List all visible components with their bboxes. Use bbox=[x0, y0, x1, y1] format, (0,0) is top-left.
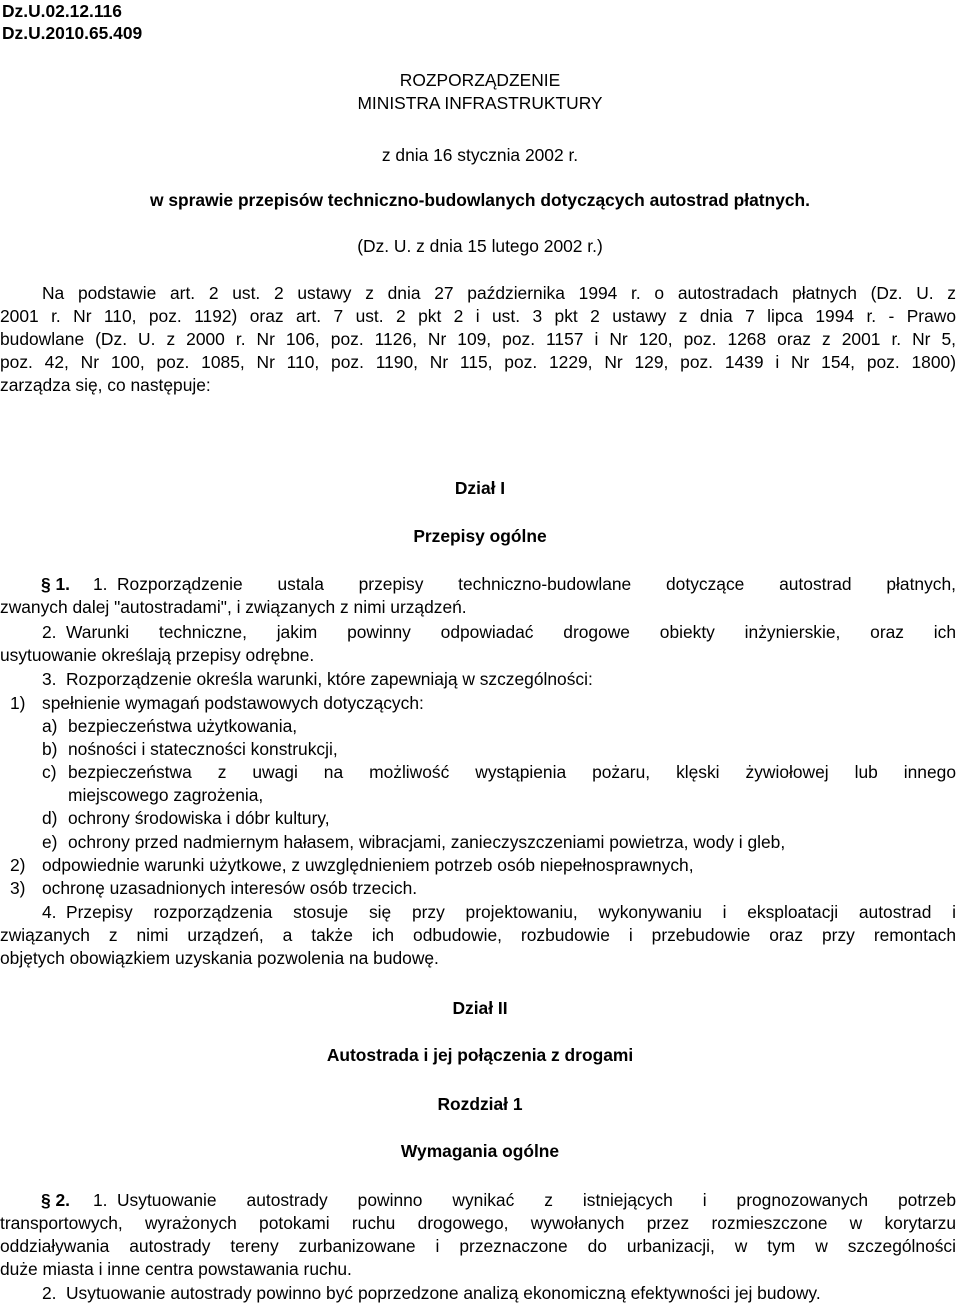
s1-paragraph-1-line-2: zwanych dalej "autostradami", i związanych z nimi urządzeń. bbox=[0, 597, 467, 617]
division-2-heading: Dział II bbox=[452, 998, 508, 1018]
s1-paragraph-2-line-2: usytuowanie określają przepisy odrębne. bbox=[0, 645, 315, 665]
s2-paragraph-1-line-3: oddziaływania autostrady tereny zurbanizowane i przeznaczone do urbanizacji, w tym w szczególności bbox=[0, 1236, 956, 1256]
section-1-heading bbox=[41, 573, 70, 596]
s1-item-1-text: spełnienie wymagań podstawowych dotyczących: bbox=[42, 693, 424, 713]
journal-reference-1: Dz.U.02.12.116 bbox=[2, 1, 122, 21]
s1-item-a-text: bezpieczeństwa użytkowania, bbox=[68, 716, 298, 736]
s2-paragraph-1-line-1: Usytuowanie autostrady powinno wynikać z istniejących i prognozowanych potrzeb bbox=[117, 1190, 956, 1210]
preamble-line-4: poz. 42, Nr 100, poz. 1085, Nr 110, poz. 1190, Nr 115, poz. 1229, Nr 129, poz. 1439 i Nr 154, poz. 1800) bbox=[0, 352, 956, 372]
s1-paragraph-2-number: 2. bbox=[42, 622, 57, 642]
s1-paragraph-4-line-2: związanych z nimi urządzeń, a także ich odbudowie, rozbudowie i przebudowie oraz przy remontach bbox=[0, 925, 956, 945]
preamble-line-5: zarządza się, co następuje: bbox=[0, 375, 211, 395]
s1-item-e-letter: e) bbox=[42, 832, 58, 852]
s1-item-3-text: ochronę uzasadnionych interesów osób trzecich. bbox=[42, 878, 418, 898]
s1-item-1-number: 1) bbox=[10, 693, 26, 713]
document-type-heading: ROZPORZĄDZENIE bbox=[399, 70, 561, 90]
issuing-authority-heading: MINISTRA INFRASTRUKTURY bbox=[357, 93, 603, 113]
s1-item-c-line-2: miejscowego zagrożenia, bbox=[68, 785, 264, 805]
journal-reference-2: Dz.U.2010.65.409 bbox=[2, 23, 143, 43]
section-number: 2. bbox=[55, 1190, 71, 1210]
s1-item-a-letter: a) bbox=[42, 716, 58, 736]
s1-item-e-text: ochrony przed nadmiernym hałasem, wibracjami, zanieczyszczeniami powietrza, wody i gleb, bbox=[68, 832, 786, 852]
section-mark: § bbox=[41, 1190, 51, 1210]
chapter-1-heading: Rozdział 1 bbox=[437, 1094, 523, 1114]
section-2-heading bbox=[41, 1189, 70, 1212]
s1-item-3-number: 3) bbox=[10, 878, 26, 898]
preamble-line-3: budowlane (Dz. U. z 2000 r. Nr 106, poz. 1126, Nr 109, poz. 1157 i Nr 120, poz. 1268 oraz z 2001 r. Nr 5, bbox=[0, 329, 956, 349]
chapter-1-title: Wymagania ogólne bbox=[400, 1141, 560, 1161]
s1-item-c-letter: c) bbox=[42, 762, 57, 782]
s1-item-b-text: nośności i stateczności konstrukcji, bbox=[68, 739, 338, 759]
s2-paragraph-2-line-1: Usytuowanie autostrady powinno być poprzedzone analizą ekonomiczną efektywności jej budowy. bbox=[66, 1283, 821, 1303]
s1-paragraph-3-line-1: Rozporządzenie określa warunki, które zapewniają w szczególności: bbox=[66, 669, 593, 689]
s1-item-b-letter: b) bbox=[42, 739, 58, 759]
division-1-heading: Dział I bbox=[454, 478, 506, 498]
s1-item-d-text: ochrony środowiska i dóbr kultury, bbox=[68, 808, 330, 828]
document-date: z dnia 16 stycznia 2002 r. bbox=[381, 145, 579, 165]
s1-paragraph-4-line-3: objętych obowiązkiem uzyskania pozwolenia na budowę. bbox=[0, 948, 439, 968]
preamble-line-2: 2001 r. Nr 110, poz. 1192) oraz art. 7 ust. 2 pkt 2 i ust. 3 pkt 2 ustawy z dnia 7 lipca 1994 r. - Prawo bbox=[0, 306, 956, 326]
document-subject: w sprawie przepisów techniczno-budowlanych dotyczących autostrad płatnych. bbox=[149, 190, 810, 210]
preamble-line-1: Na podstawie art. 2 ust. 2 ustawy z dnia 27 października 1994 r. o autostradach płatnych (Dz. U. z bbox=[42, 283, 956, 303]
s1-item-2-number: 2) bbox=[10, 855, 26, 875]
section-number: 1. bbox=[55, 574, 71, 594]
s1-item-2-text: odpowiednie warunki użytkowe, z uwzględnieniem potrzeb osób niepełnosprawnych, bbox=[42, 855, 694, 875]
s1-item-c-line-1: bezpieczeństwa z uwagi na możliwość wystąpienia pożaru, klęski żywiołowej lub innego bbox=[68, 762, 956, 782]
s1-paragraph-4-number: 4. bbox=[42, 902, 57, 922]
s1-paragraph-1-number: 1. bbox=[93, 574, 108, 594]
s2-paragraph-1-line-4: duże miasta i inne centra powstawania ruchu. bbox=[0, 1259, 352, 1279]
division-2-title: Autostrada i jej połączenia z drogami bbox=[326, 1045, 634, 1065]
publication-note: (Dz. U. z dnia 15 lutego 2002 r.) bbox=[357, 236, 603, 256]
s1-paragraph-4-line-1: Przepisy rozporządzenia stosuje się przy projektowaniu, wykonywaniu i eksploatacji autostrad i bbox=[66, 902, 956, 922]
section-mark: § bbox=[41, 574, 51, 594]
s2-paragraph-1-number: 1. bbox=[93, 1190, 108, 1210]
s2-paragraph-2-number: 2. bbox=[42, 1283, 57, 1303]
s1-paragraph-3-number: 3. bbox=[42, 669, 57, 689]
s2-paragraph-1-line-2: transportowych, wyrażonych potokami ruchu drogowego, wywołanych przez rozmieszczone w korytarzu bbox=[0, 1213, 956, 1233]
division-1-title: Przepisy ogólne bbox=[413, 526, 547, 546]
s1-item-d-letter: d) bbox=[42, 808, 58, 828]
s1-paragraph-1-line-1: Rozporządzenie ustala przepisy techniczno-budowlane dotyczące autostrad płatnych, bbox=[117, 574, 956, 594]
s1-paragraph-2-line-1: Warunki techniczne, jakim powinny odpowiadać drogowe obiekty inżynierskie, oraz ich bbox=[66, 622, 956, 642]
